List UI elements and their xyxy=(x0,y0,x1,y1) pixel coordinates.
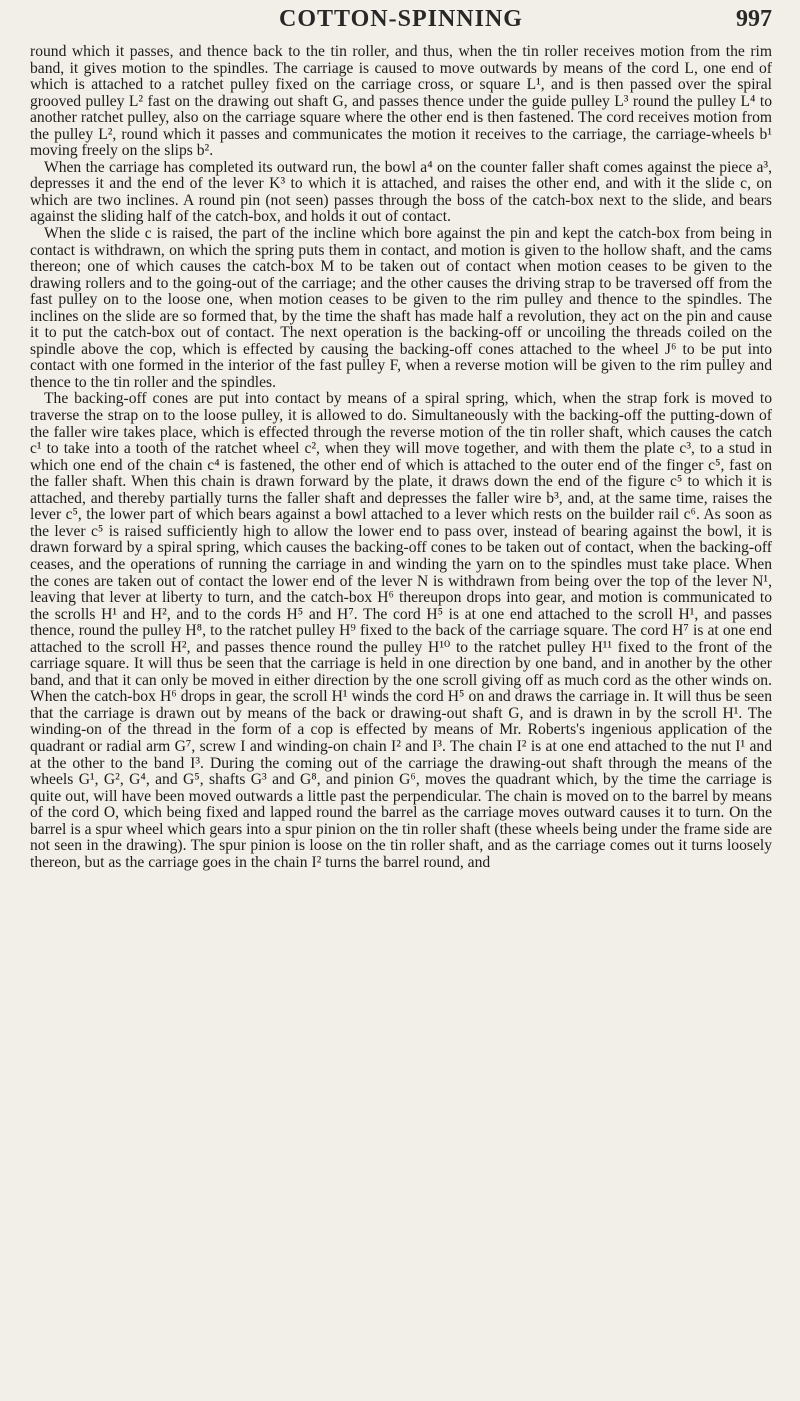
paragraph: When the carriage has completed its outward run, the bowl a⁴ on the counter faller shaft comes against the piece a³, depresses it and the end of the lever K³ to which it is attached, and raises the other end, and with it the slide c, on which are two inclines. A round pin (not seen) passes through the boss of the catch-box next to the slide, and bears against the sliding half of the catch-box, and holds it out of contact. xyxy=(30,158,772,226)
paragraph: When the slide c is raised, the part of the incline which bore against the pin and kept the catch-box from being in contact is withdrawn, on which the spring puts them in contact, and motion is given to the hollow shaft, and the cams thereon; one of which causes the catch-box M to be taken out of contact when motion ceases to be given to the drawing rollers and to the going-out of the carriage; and the other causes the driving strap to be traversed off from the fast pulley on to the loose one, when motion ceases to be given to the rim pulley and thence to the spindles. The inclines on the slide are so formed that, by the time the shaft has made half a revolution, they act on the pin and cause it to put the catch-box out of contact. The next operation is the backing-off or uncoiling the threads coiled on the spindle above the cop, which is effected by causing the backing-off cones attached to the wheel J⁶ to be put into contact with one formed in the interior of the fast pulley F, when a reverse motion will be given to the rim pulley and thence to the tin roller and the spindles. xyxy=(30,225,772,391)
paragraph: The backing-off cones are put into contact by means of a spiral spring, which, when the strap fork is moved to traverse the strap on to the loose pulley, it is allowed to do. Simultaneously with the backing-off the putting-down of the faller wire takes place, which is effected through the reverse motion of the tin roller shaft, which causes the catch c¹ to take into a tooth of the ratchet wheel c², when they will move together, and with them the plate c³, to a stud in which one end of the chain c⁴ is fastened, the other end of which is attached to the outer end of the finger c⁵, fast on the faller shaft. When this chain is drawn forward by the plate, it draws down the end of the figure c⁵ to which it is attached, and thereby partially turns the faller shaft and depresses the faller wire b³, and, at the same time, raises the lever c⁵, the lower part of which bears against a bowl attached to a lever which rests on the builder rail c⁶. As soon as the lever c⁵ is raised sufficiently high to allow the lower end to pass over, instead of bearing against the bowl, it is drawn forward by a spiral spring, which causes the backing-off cones to be taken out of contact, when the backing-off ceases, and the operations of running the carriage in and winding the yarn on to the spindles must take place. When the cones are taken out of contact the lower end of the lever N is withdrawn from being over the top of the lever N¹, leaving that lever at liberty to turn, and the catch-box H⁶ thereupon drops into gear, and motion is communicated to the scrolls H¹ and H², and to the cords H⁵ and H⁷. The cord H⁵ is at one end attached to the scroll H¹, and passes thence, round the pulley H⁸, to the ratchet pulley H⁹ fixed to the back of the carriage square. The cord H⁷ is at one end attached to the scroll H², and passes thence round the pulley H¹⁰ to the ratchet pulley H¹¹ fixed to the front of the carriage square. It will thus be seen that the carriage is held in one direction by one band, and in another by the other band, and that it can only be moved in either direction by the one scroll giving off as much cord as the other winds on. When the catch-box H⁶ drops in gear, the scroll H¹ winds the cord H⁵ on and draws the carriage in. It will thus be seen that the carriage is drawn out by means of the back or drawing-out shaft G, and is drawn in by the scroll H¹. The winding-on of the thread in the form of a cop is effected by means of Mr. Roberts's ingenious application of the quadrant or radial arm G⁷, screw I and winding-on chain I² and I³. The chain I² is at one end attached to the nut I¹ and at the other to the band I³. During the coming out of the carriage the drawing-out shaft through the means of the wheels G¹, G², G⁴, and G⁵, shafts G³ and G⁸, and pinion G⁶, moves the quadrant which, by the time the carriage is quite out, will have been moved outwards a little past the perpendicular. The chain is moved on to the barrel by means of the cord O, which being fixed and lapped round the barrel as the carriage moves outward causes it to turn. On the barrel is a spur wheel which gears into a spur pinion on the tin roller shaft (these wheels being under the frame side are not seen in the drawing). The spur pinion is loose on the tin roller shaft, and as the carriage comes out it turns loosely thereon, but as the carriage goes in the chain I² turns the barrel round, and xyxy=(30,390,772,871)
running-head xyxy=(30,0,772,40)
body-text xyxy=(30,44,772,871)
paragraph: round which it passes, and thence back to the tin roller, and thus, when the tin roller receives motion from the rim band, it gives motion to the spindles. The carriage is caused to move outwards by means of the cord L, one end of which is attached to a ratchet pulley fixed on the carriage cross, or square L¹, and is then passed over the spiral grooved pulley L² fast on the drawing out shaft G, and passes thence under the guide pulley L³ round the pulley L⁴ to another ratchet pulley, also on the carriage square where the other end is then fastened. The cord receives motion from the pulley L², round which it passes and communicates the motion it receives to the carriage, the carriage-wheels b¹ moving freely on the slips b². xyxy=(30,43,772,160)
page-number: 997 xyxy=(736,6,772,32)
running-title: COTTON-SPINNING xyxy=(279,6,523,32)
